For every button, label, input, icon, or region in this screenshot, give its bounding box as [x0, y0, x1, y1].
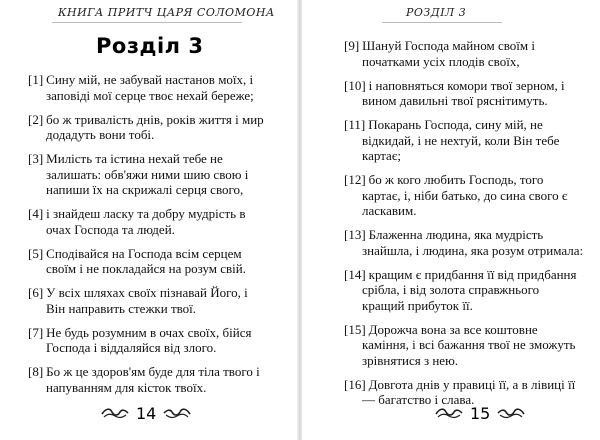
verse-text: Сину мій, не забувай настанов моїх, і заповіді мої серце твоє нехай береже; [46, 72, 254, 103]
right-page [302, 0, 600, 440]
right-verse-list [344, 38, 584, 416]
verse-text: Шануй Господа майном своїм і початками усіх плодів своїх, [362, 38, 535, 69]
verse-number: [4] [28, 206, 44, 221]
verse-text: бо ж тривалість днів, років життя і мир додадуть вони тобі. [46, 111, 264, 142]
verse-text: Дорожча вона за все коштовне каміння, і всі бажання твої не зможуть зрівнятися з нею. [362, 321, 576, 368]
left-page [0, 0, 298, 440]
chapter-title: Розділ 3 [96, 34, 204, 58]
swirl-ornament-icon [496, 406, 526, 420]
left-page-folio [100, 401, 192, 425]
verse-number: [9] [344, 38, 360, 53]
verse [28, 285, 268, 316]
verse [344, 38, 584, 69]
right-head-rule [382, 22, 502, 23]
page-number: 14 [136, 403, 157, 423]
verse-text: Милість та істина нехай тебе не залишать: обв'яжи ними шию свою і напиши їх на скрижалі серця свого, [46, 151, 249, 197]
verse-number: [15] [344, 321, 366, 337]
right-page-folio [434, 401, 526, 425]
swirl-ornament-icon [162, 406, 192, 420]
verse-text: і наповняться комори твої зерном, і вином давильні твої ряснітимуть. [362, 77, 565, 108]
verse [28, 112, 268, 143]
verse-number: [12] [344, 172, 366, 187]
verse [344, 172, 584, 219]
left-head-rule [52, 22, 242, 23]
verse-number: [8] [28, 364, 44, 379]
verse [28, 151, 268, 198]
verse-number: [14] [344, 266, 366, 282]
verse-number: [16] [344, 376, 366, 392]
verse-text: Покарань Господа, сину мій, не відкидай, і не нехтуй, коли Він тебе картає; [362, 117, 560, 163]
verse [344, 117, 584, 164]
left-running-head: КНИГА ПРИТЧ ЦАРЯ СОЛОМОНА [58, 6, 275, 19]
verse [28, 206, 268, 237]
verse-number: [5] [28, 245, 44, 261]
verse-text: Блаженна людина, яка мудрість знайшла, і людина, яка розум отримала: [362, 227, 584, 258]
page-number: 15 [470, 403, 491, 423]
swirl-ornament-icon [100, 406, 130, 420]
verse-number: [3] [28, 151, 44, 166]
verse-number: [11] [344, 117, 366, 132]
verse-text: Не будь розумним в очах своїх, бійся Господа і віддаляйся від злого. [46, 324, 252, 355]
verse-number: [10] [344, 77, 366, 93]
verse [28, 325, 268, 356]
verse-number: [7] [28, 324, 44, 340]
left-verse-list [28, 72, 268, 404]
verse [28, 72, 268, 103]
verse-number: [13] [344, 227, 366, 242]
verse-text: У всіх шляхах своїх пізнавай Його, і Він направить стежки твої. [46, 285, 248, 316]
verse [28, 364, 268, 395]
verse-text: Довгота днів у правиці її, а в лівиці її — багатство і слава. [362, 376, 576, 407]
verse-text: кращим є придбання її від придбання срібла, і від золота справжнього кращий прибуток її. [362, 266, 577, 313]
verse-text: Сподівайся на Господа всім серцем своїм і не покладайся на розум свій. [46, 245, 246, 276]
right-running-head: РОЗДІЛ 3 [406, 6, 467, 19]
verse-text: Бо ж це здоров'ям буде для тіла твого і напуванням для кісток твоїх. [46, 364, 260, 395]
verse [344, 267, 584, 314]
verse-number: [1] [28, 72, 44, 87]
swirl-ornament-icon [434, 406, 464, 420]
verse-number: [6] [28, 285, 44, 300]
verse [344, 322, 584, 369]
verse-text: бо ж кого любить Господь, того картає, і, ніби батько, до сина свого є ласкавим. [362, 172, 568, 218]
verse [344, 227, 584, 258]
verse-number: [2] [28, 111, 44, 127]
verse-text: і знайдеш ласку та добру мудрість в очах Господа та людей. [46, 206, 246, 237]
verse [28, 246, 268, 277]
verse [344, 78, 584, 109]
